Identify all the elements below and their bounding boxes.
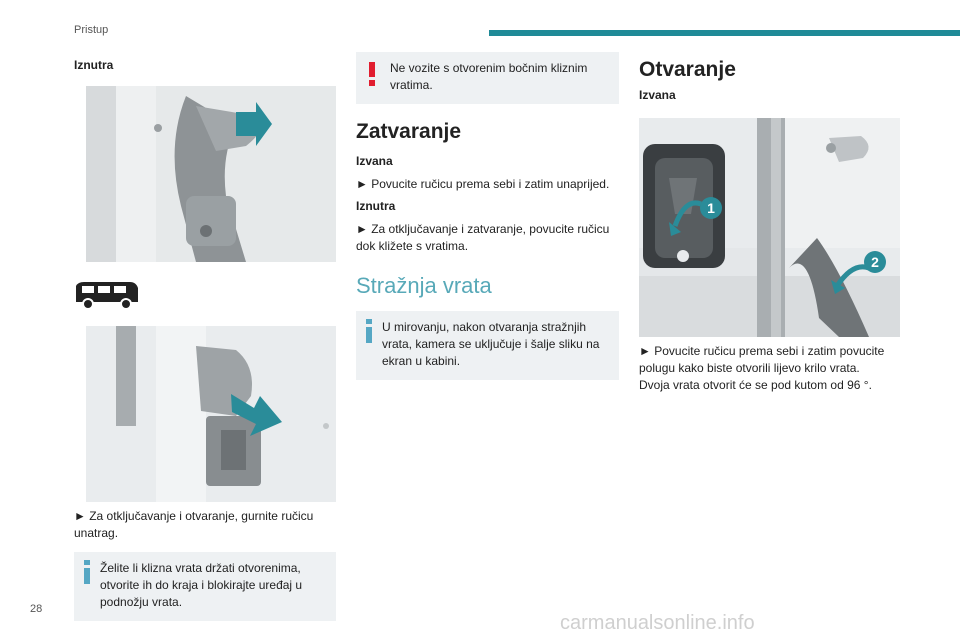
info-icon	[364, 319, 376, 345]
step-open-outside: ► Povucite ručicu prema sebi i zatim povucite polugu kako biste otvorili lijevo krilo vrata.	[639, 344, 885, 375]
illustration-rear-door-handle	[639, 118, 900, 337]
info-note	[74, 552, 336, 621]
info-icon	[82, 560, 94, 586]
header-accent-bar	[489, 30, 960, 36]
step-close-inside: ► Za otključavanje i zatvaranje, povucite ručicu dok kližete s vratima.	[356, 222, 610, 253]
title-opening: Otvaranje	[639, 58, 736, 81]
minibus-icon	[74, 280, 140, 310]
step-unlock-open: ► Za otključavanje i otvaranje, gurnite ručicu unatrag.	[74, 509, 314, 540]
illustration-inner-handle	[86, 86, 336, 262]
opening-angle-text: Dvoja vrata otvorit će se pod kutom od 96 °.	[639, 378, 872, 392]
warning-note-text: Ne vozite s otvorenim bočnim kliznim vratima.	[390, 61, 588, 92]
heading-outside: Izvana	[356, 154, 393, 168]
heading-inside: Iznutra	[74, 58, 114, 72]
warning-icon	[368, 62, 380, 88]
callout-1-label: 1	[707, 200, 715, 216]
column-right	[639, 52, 900, 394]
info-note-camera	[356, 311, 619, 380]
column-left	[74, 58, 336, 621]
watermark: carmanualsonline.info	[560, 612, 755, 634]
title-closing: Zatvaranje	[356, 120, 462, 143]
warning-note	[356, 52, 619, 104]
title-rear-doors: Stražnja vrata	[356, 273, 492, 298]
illustration-sliding-lock	[86, 326, 336, 502]
callout-2-label: 2	[871, 254, 879, 270]
page-number: 28	[30, 603, 43, 615]
column-middle	[356, 52, 619, 380]
heading-outside: Izvana	[639, 88, 676, 102]
info-note-text: U mirovanju, nakon otvaranja stražnjih vrata, kamera se uključuje i šalje sliku na ekran u kabini.	[382, 320, 600, 368]
info-note-text: Želite li klizna vrata držati otvorenima, otvorite ih do kraja i blokirajte uređaj u podnožju vrata.	[100, 561, 303, 609]
heading-inside: Iznutra	[356, 199, 396, 213]
step-close-outside: ► Povucite ručicu prema sebi i zatim unaprijed.	[356, 177, 610, 191]
section-header: Pristup	[74, 24, 109, 36]
